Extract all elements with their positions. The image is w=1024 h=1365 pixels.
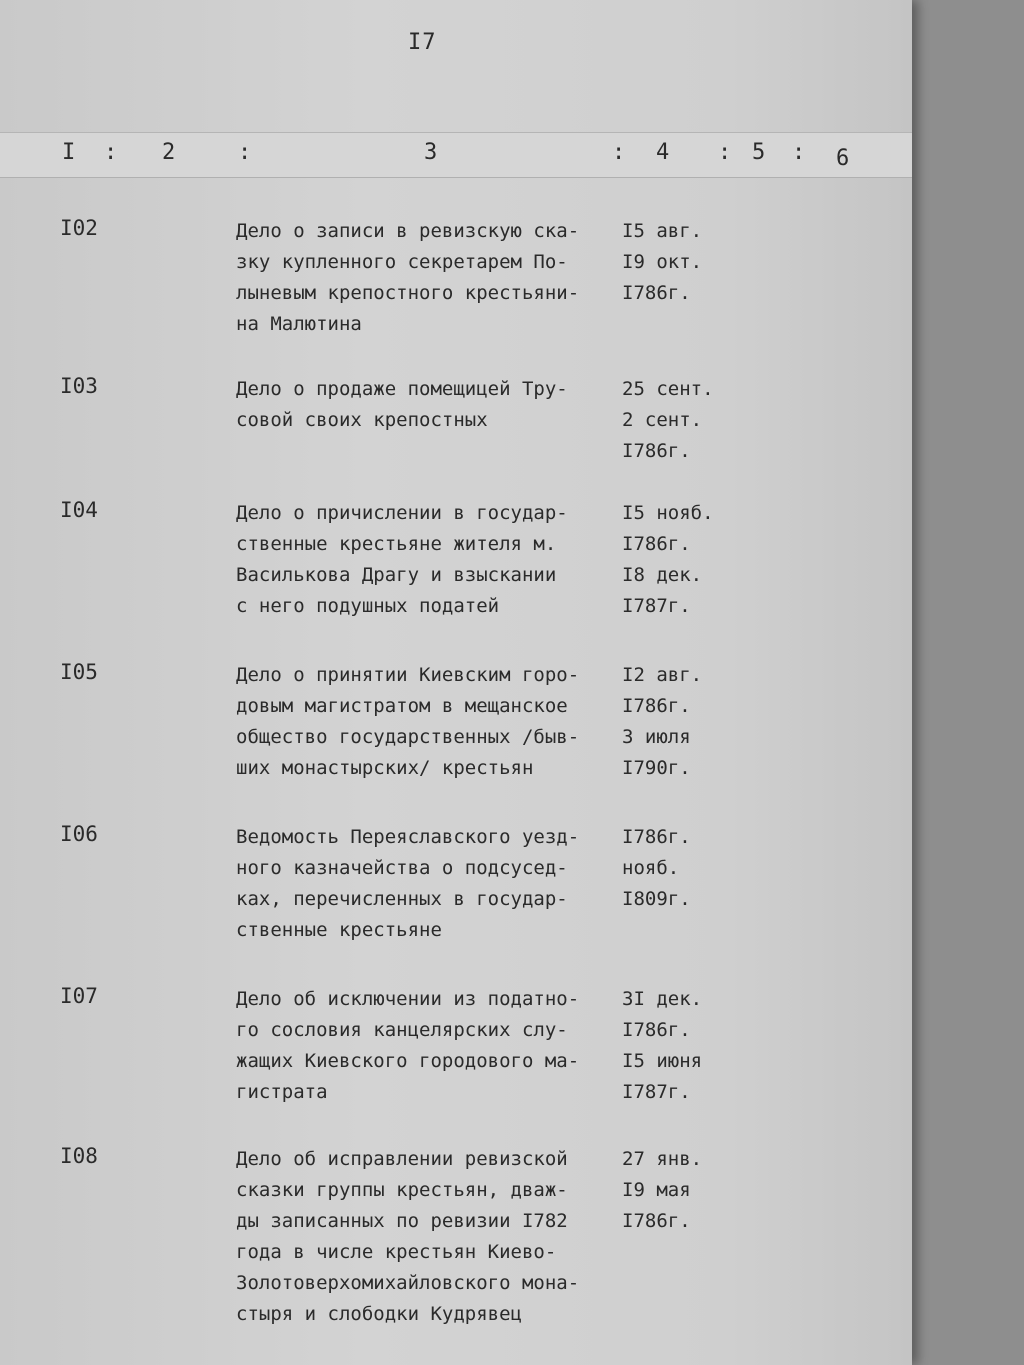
date-line: 27 янв. [622,1148,703,1170]
record-number: I04 [60,498,98,522]
date-line: нояб. [622,857,680,879]
record-dates [622,822,742,915]
description-line: сказки группы крестьян, дваж- [236,1179,568,1201]
date-line: I2 авг. [622,664,703,686]
date-line: I787г. [622,1081,691,1103]
date-line: I9 мая [622,1179,691,1201]
record-description [236,1144,616,1330]
column-separator: : [612,140,626,165]
column-header-6: 6 [836,146,850,171]
date-line: I5 нояб. [622,502,714,524]
date-line: I786г. [622,282,691,304]
column-header-1: I [62,140,76,165]
record-description [236,660,616,784]
record-dates [622,660,742,784]
date-line: I786г. [622,1019,691,1041]
description-line: общество государственных /быв- [236,726,580,748]
date-line: I786г. [622,826,691,848]
description-line: зку купленного секретарем По- [236,251,568,273]
description-line: Дело о принятии Киевским горо- [236,664,580,686]
date-line: 3I дек. [622,988,703,1010]
description-line: Дело об исправлении ревизской [236,1148,568,1170]
date-line: I809г. [622,888,691,910]
description-line: Дело о продаже помещицей Тру- [236,378,568,400]
column-separator: : [104,140,118,165]
description-line: лыневым крепостного крестьяни- [236,282,580,304]
date-line: I9 окт. [622,251,703,273]
description-line: на Малютина [236,313,362,335]
record-dates [622,1144,742,1237]
record-number: I08 [60,1144,98,1168]
table-header [0,132,912,178]
date-line: 3 июля [622,726,691,748]
description-line: совой своих крепостных [236,409,488,431]
date-line: 25 сент. [622,378,714,400]
column-header-4: 4 [656,140,670,165]
date-line: I5 авг. [622,220,703,242]
date-line: I5 июня [622,1050,703,1072]
description-line: довым магистратом в мещанское [236,695,568,717]
description-line: го сословия канцелярских слу- [236,1019,568,1041]
date-line: I787г. [622,595,691,617]
record-number: I06 [60,822,98,846]
description-line: ственные крестьяне [236,919,442,941]
description-line: ках, перечисленных в государ- [236,888,568,910]
column-header-2: 2 [162,140,176,165]
column-separator: : [718,140,732,165]
column-header-3: 3 [424,140,438,165]
record-description [236,216,616,340]
date-line: I786г. [622,440,691,462]
record-dates [622,374,742,467]
record-number: I07 [60,984,98,1008]
description-line: Дело об исключении из податно- [236,988,580,1010]
record-description [236,822,616,946]
date-line: I8 дек. [622,564,703,586]
record-description [236,498,616,622]
description-line: гистрата [236,1081,328,1103]
description-line: Дело о причислении в государ- [236,502,568,524]
record-dates [622,216,742,309]
description-line: с него подушных податей [236,595,500,617]
date-line: I786г. [622,1210,691,1232]
description-line: стыря и слободки Кудрявец [236,1303,522,1325]
description-line: ших монастырских/ крестьян [236,757,534,779]
date-line: I786г. [622,695,691,717]
description-line: ственные крестьяне жителя м. [236,533,557,555]
date-line: I790г. [622,757,691,779]
record-number: I02 [60,216,98,240]
record-description [236,984,616,1108]
date-line: 2 сент. [622,409,703,431]
page-number: I7 [408,30,437,55]
column-separator: : [238,140,252,165]
description-line: ного казначейства о подсусед- [236,857,568,879]
description-line: года в числе крестьян Киево- [236,1241,557,1263]
description-line: Ведомость Переяславского уезд- [236,826,580,848]
date-line: I786г. [622,533,691,555]
description-line: жащих Киевского городового ма- [236,1050,580,1072]
record-dates [622,498,742,622]
record-number: I03 [60,374,98,398]
description-line: ды записанных по ревизии I782 [236,1210,568,1232]
record-description [236,374,616,436]
column-header-5: 5 [752,140,766,165]
description-line: Золотоверхомихайловского мона- [236,1272,580,1294]
column-separator: : [792,140,806,165]
description-line: Дело о записи в ревизскую ска- [236,220,580,242]
record-number: I05 [60,660,98,684]
record-dates [622,984,742,1108]
description-line: Василькова Драгу и взыскании [236,564,557,586]
